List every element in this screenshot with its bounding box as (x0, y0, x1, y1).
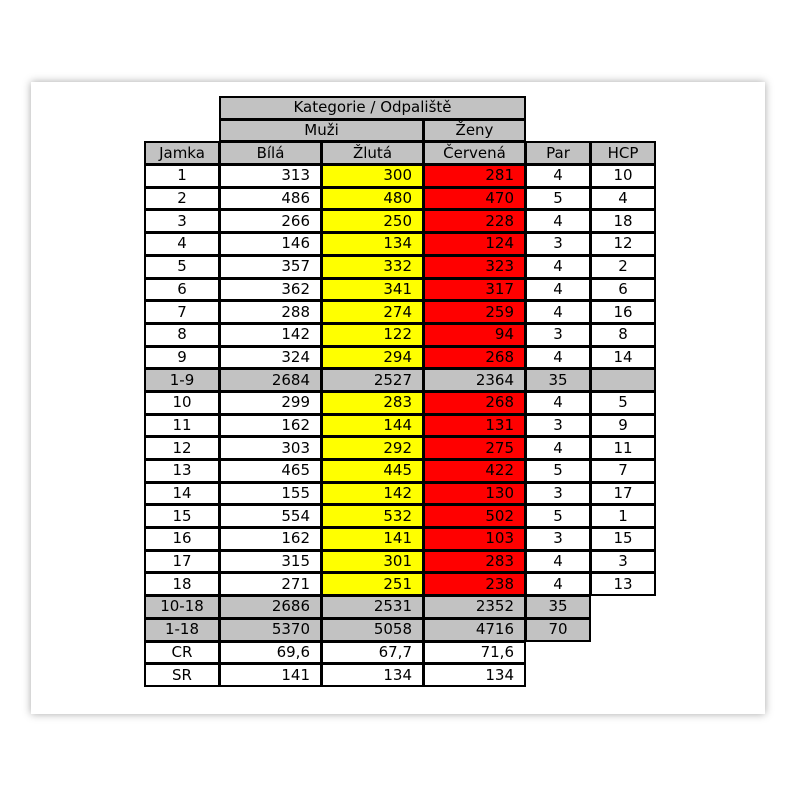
table-cell-hcp: 14 (590, 346, 656, 370)
column-header-hole: Jamka (144, 141, 220, 165)
table-cell-white-length: 313 (219, 164, 322, 188)
total-cell-yellow-length: 5058 (321, 618, 424, 642)
table-cell-hcp: 8 (590, 323, 656, 347)
table-cell-white-length: 266 (219, 209, 322, 233)
table-cell-white-length: 271 (219, 572, 322, 596)
table-cell-yellow-length: 341 (321, 278, 424, 302)
table-cell-hole: 10 (144, 391, 220, 415)
table-cell-hole: 13 (144, 459, 220, 483)
table-cell-white-length: 162 (219, 527, 322, 551)
table-cell-red-length: 130 (423, 482, 526, 506)
table-cell-par: 5 (525, 504, 591, 528)
table-cell-par: 4 (525, 300, 591, 324)
total-cell-hole: 1-9 (144, 368, 220, 392)
table-cell-yellow-length: 532 (321, 504, 424, 528)
total-cell-yellow-length: 2531 (321, 595, 424, 619)
table-cell-hcp: 1 (590, 504, 656, 528)
table-cell-par: 4 (525, 436, 591, 460)
table-cell-hcp: 12 (590, 232, 656, 256)
table-cell-hole: 4 (144, 232, 220, 256)
table-cell-white-length: 465 (219, 459, 322, 483)
table-cell-par: 3 (525, 323, 591, 347)
table-cell-hcp: 13 (590, 572, 656, 596)
rating-cell-red-length: 71,6 (423, 641, 526, 665)
table-cell-yellow-length: 134 (321, 232, 424, 256)
table-cell-par: 4 (525, 164, 591, 188)
table-cell-yellow-length: 300 (321, 164, 424, 188)
rating-cell-yellow-length: 134 (321, 663, 424, 687)
table-cell-hcp: 5 (590, 391, 656, 415)
table-cell-hcp: 11 (590, 436, 656, 460)
column-header-hcp: HCP (590, 141, 656, 165)
total-cell-par: 35 (525, 368, 591, 392)
table-cell-red-length: 131 (423, 414, 526, 438)
total-cell-par: 70 (525, 618, 591, 642)
table-cell-par: 4 (525, 391, 591, 415)
table-cell-red-length: 502 (423, 504, 526, 528)
column-header-par: Par (525, 141, 591, 165)
table-cell-red-length: 268 (423, 391, 526, 415)
table-cell-hole: 11 (144, 414, 220, 438)
rating-cell-white-length: 141 (219, 663, 322, 687)
table-cell-white-length: 486 (219, 187, 322, 211)
table-cell-hcp: 10 (590, 164, 656, 188)
total-cell-hole: 1-18 (144, 618, 220, 642)
total-cell-hcp-empty (590, 368, 656, 392)
table-cell-white-length: 288 (219, 300, 322, 324)
table-cell-red-length: 281 (423, 164, 526, 188)
table-cell-red-length: 259 (423, 300, 526, 324)
table-cell-hcp: 18 (590, 209, 656, 233)
table-cell-par: 4 (525, 550, 591, 574)
table-cell-yellow-length: 250 (321, 209, 424, 233)
rating-cell-yellow-length: 67,7 (321, 641, 424, 665)
table-cell-yellow-length: 292 (321, 436, 424, 460)
total-cell-white-length: 5370 (219, 618, 322, 642)
table-cell-hole: 12 (144, 436, 220, 460)
rating-cell-red-length: 134 (423, 663, 526, 687)
table-cell-white-length: 299 (219, 391, 322, 415)
table-cell-red-length: 275 (423, 436, 526, 460)
table-cell-hole: 9 (144, 346, 220, 370)
total-cell-white-length: 2684 (219, 368, 322, 392)
table-cell-par: 4 (525, 572, 591, 596)
table-cell-white-length: 142 (219, 323, 322, 347)
table-cell-yellow-length: 141 (321, 527, 424, 551)
table-cell-red-length: 238 (423, 572, 526, 596)
table-cell-hcp: 16 (590, 300, 656, 324)
table-cell-yellow-length: 142 (321, 482, 424, 506)
rating-cell-white-length: 69,6 (219, 641, 322, 665)
table-cell-red-length: 268 (423, 346, 526, 370)
table-cell-hole: 3 (144, 209, 220, 233)
table-cell-par: 5 (525, 459, 591, 483)
table-cell-white-length: 146 (219, 232, 322, 256)
table-cell-white-length: 155 (219, 482, 322, 506)
table-cell-hole: 7 (144, 300, 220, 324)
table-cell-par: 3 (525, 232, 591, 256)
table-cell-red-length: 283 (423, 550, 526, 574)
total-cell-hole: 10-18 (144, 595, 220, 619)
table-cell-yellow-length: 283 (321, 391, 424, 415)
table-cell-white-length: 357 (219, 255, 322, 279)
table-cell-par: 5 (525, 187, 591, 211)
table-cell-white-length: 554 (219, 504, 322, 528)
table-cell-yellow-length: 301 (321, 550, 424, 574)
table-cell-par: 3 (525, 527, 591, 551)
table-cell-yellow-length: 144 (321, 414, 424, 438)
rating-cell-hole: SR (144, 663, 220, 687)
table-cell-red-length: 228 (423, 209, 526, 233)
table-cell-par: 4 (525, 346, 591, 370)
table-cell-white-length: 324 (219, 346, 322, 370)
table-cell-white-length: 315 (219, 550, 322, 574)
women-header: Ženy (423, 119, 526, 143)
table-cell-par: 4 (525, 278, 591, 302)
column-header-yellow: Žlutá (321, 141, 424, 165)
total-cell-yellow-length: 2527 (321, 368, 424, 392)
table-cell-white-length: 362 (219, 278, 322, 302)
corner-blank (144, 96, 220, 120)
table-cell-red-length: 470 (423, 187, 526, 211)
table-cell-white-length: 162 (219, 414, 322, 438)
table-cell-hcp: 9 (590, 414, 656, 438)
table-cell-yellow-length: 332 (321, 255, 424, 279)
total-cell-red-length: 2352 (423, 595, 526, 619)
table-cell-hole: 14 (144, 482, 220, 506)
table-cell-red-length: 94 (423, 323, 526, 347)
table-cell-hcp: 15 (590, 527, 656, 551)
table-cell-hcp: 6 (590, 278, 656, 302)
table-cell-hole: 5 (144, 255, 220, 279)
table-cell-yellow-length: 480 (321, 187, 424, 211)
table-cell-par: 4 (525, 255, 591, 279)
category-header: Kategorie / Odpaliště (219, 96, 526, 120)
table-cell-hole: 18 (144, 572, 220, 596)
table-cell-red-length: 317 (423, 278, 526, 302)
table-cell-red-length: 323 (423, 255, 526, 279)
table-cell-hcp: 4 (590, 187, 656, 211)
table-cell-red-length: 422 (423, 459, 526, 483)
table-cell-red-length: 124 (423, 232, 526, 256)
total-cell-white-length: 2686 (219, 595, 322, 619)
table-cell-yellow-length: 251 (321, 572, 424, 596)
table-cell-red-length: 103 (423, 527, 526, 551)
table-cell-par: 4 (525, 209, 591, 233)
table-cell-hcp: 17 (590, 482, 656, 506)
table-cell-hole: 1 (144, 164, 220, 188)
table-cell-hcp: 7 (590, 459, 656, 483)
men-header: Muži (219, 119, 424, 143)
table-cell-white-length: 303 (219, 436, 322, 460)
column-header-white: Bílá (219, 141, 322, 165)
table-cell-yellow-length: 122 (321, 323, 424, 347)
rating-cell-hole: CR (144, 641, 220, 665)
scorecard-table (145, 96, 656, 686)
table-cell-hcp: 2 (590, 255, 656, 279)
table-cell-hole: 17 (144, 550, 220, 574)
column-header-red: Červená (423, 141, 526, 165)
total-cell-par: 35 (525, 595, 591, 619)
table-cell-par: 3 (525, 482, 591, 506)
table-cell-hole: 16 (144, 527, 220, 551)
table-cell-hole: 15 (144, 504, 220, 528)
table-cell-hole: 8 (144, 323, 220, 347)
table-cell-par: 3 (525, 414, 591, 438)
total-cell-red-length: 4716 (423, 618, 526, 642)
table-cell-yellow-length: 294 (321, 346, 424, 370)
table-cell-hole: 6 (144, 278, 220, 302)
table-cell-yellow-length: 445 (321, 459, 424, 483)
table-cell-hole: 2 (144, 187, 220, 211)
table-cell-hcp: 3 (590, 550, 656, 574)
total-cell-red-length: 2364 (423, 368, 526, 392)
table-cell-yellow-length: 274 (321, 300, 424, 324)
